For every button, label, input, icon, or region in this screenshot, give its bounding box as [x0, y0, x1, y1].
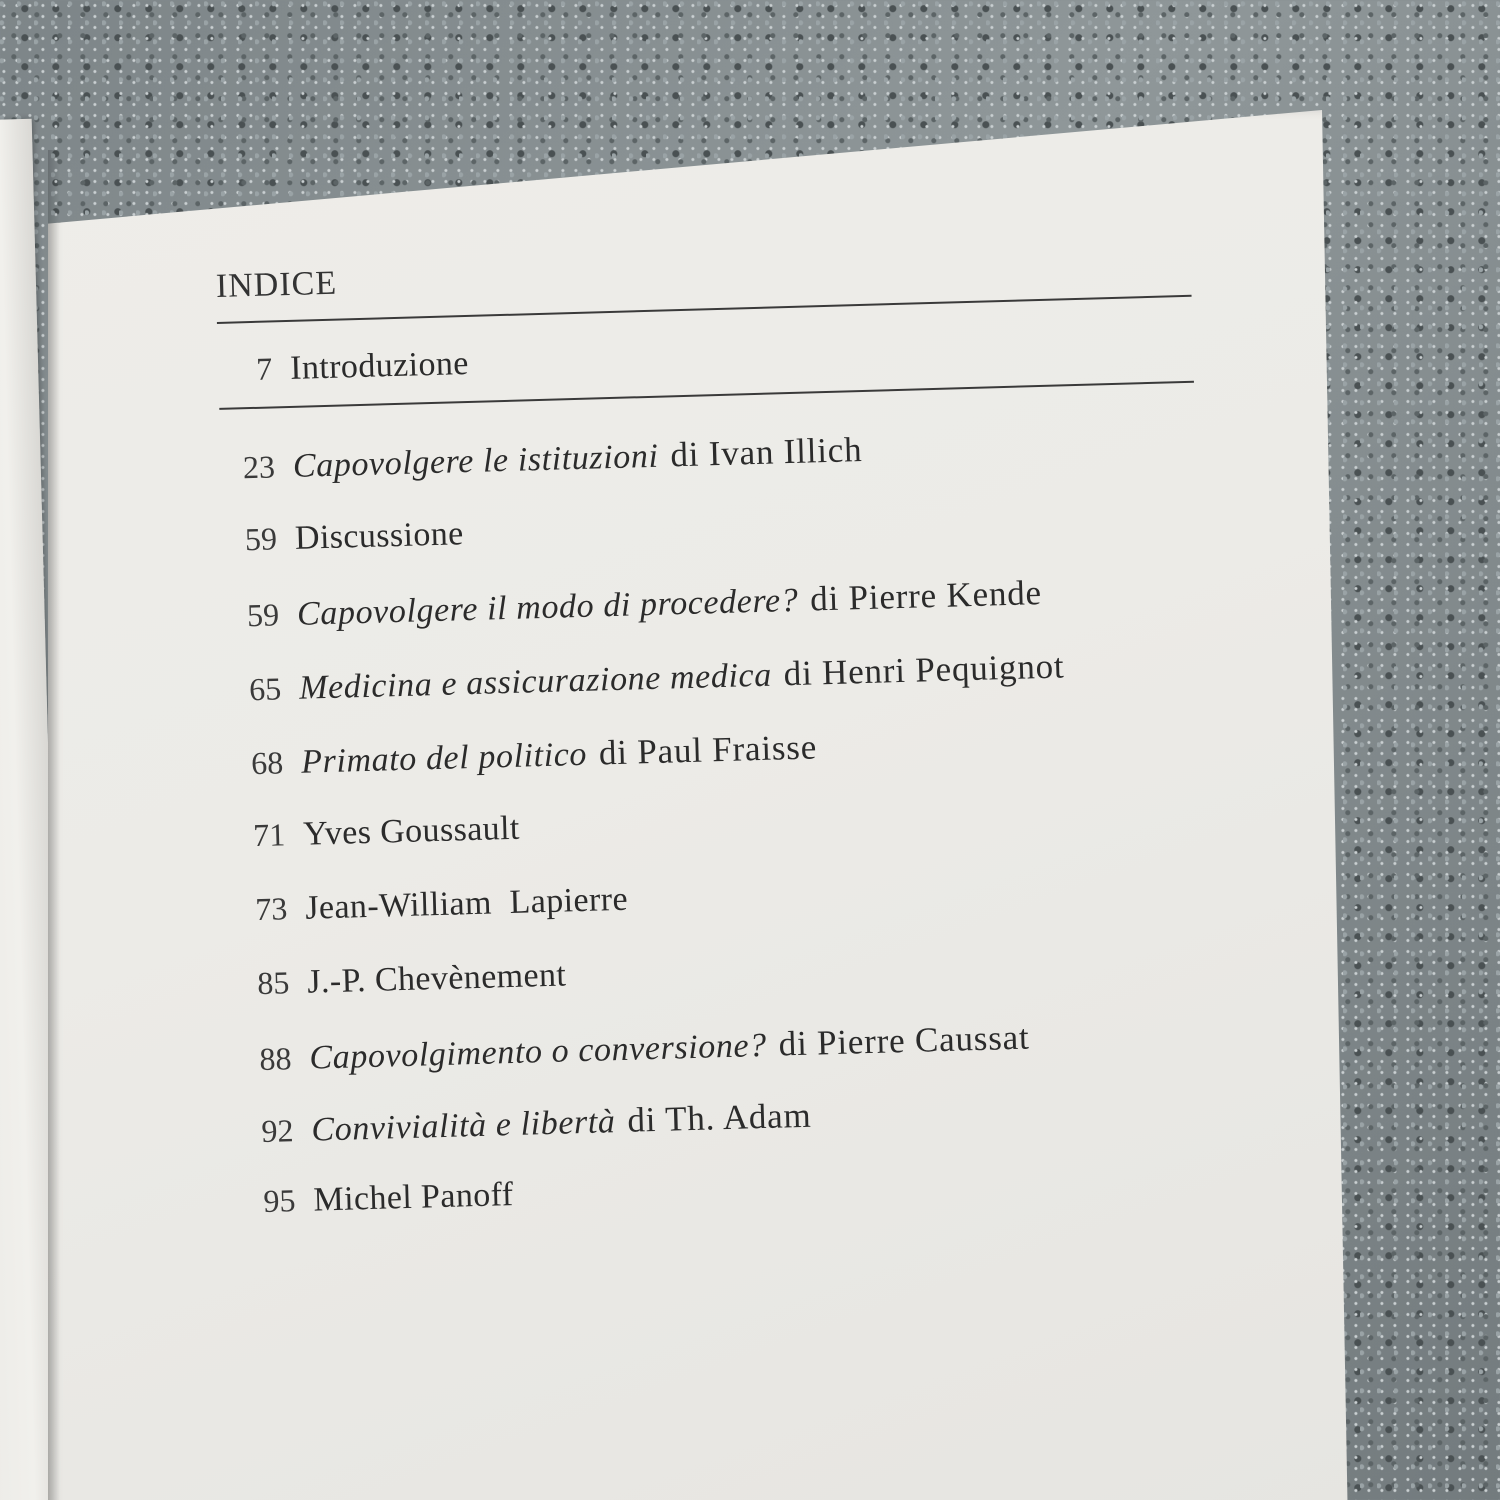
- page-number: 88: [258, 1040, 292, 1078]
- toc-entry: [206, 515, 464, 560]
- entry-label: Discussione: [294, 515, 465, 557]
- entry-title: Convivialità e libertà: [310, 1103, 616, 1149]
- entry-label: Michel Panoff: [312, 1176, 514, 1219]
- page-number: 85: [256, 964, 290, 1002]
- toc-entry: [213, 727, 818, 784]
- toc-entry: [204, 430, 863, 488]
- page-number: 68: [250, 744, 284, 782]
- page-number: 71: [252, 816, 286, 854]
- entry-title: Capovolgere il modo di procedere?: [296, 581, 799, 633]
- divider-rule: [217, 295, 1192, 324]
- toc-entry: [215, 810, 521, 856]
- toc-entry: [223, 1096, 812, 1152]
- page-number: 65: [248, 670, 282, 708]
- toc-entry: [219, 956, 567, 1004]
- entry-author: di Ivan Illich: [669, 429, 863, 475]
- entry-label: Yves Goussault: [302, 809, 521, 853]
- toc-entry: [221, 1018, 1030, 1081]
- page-number: 23: [242, 448, 276, 486]
- index-heading: INDICE: [215, 264, 338, 305]
- toc-entry-intro: [202, 345, 469, 390]
- entry-author: di Henri Pequignot: [783, 646, 1065, 694]
- entry-label: Jean-William Lapierre: [304, 880, 629, 927]
- toc-entry: [217, 881, 629, 930]
- entry-label: J.-P. Chevènement: [306, 956, 567, 1001]
- entry-author: di Th. Adam: [626, 1095, 812, 1140]
- page-number: 73: [254, 890, 288, 928]
- page-number: 95: [262, 1182, 296, 1219]
- toc-entry: [225, 1176, 514, 1222]
- toc-entry: [209, 573, 1043, 636]
- page-number: 92: [260, 1112, 294, 1150]
- page-number: 59: [246, 596, 280, 634]
- entry-author: di Pierre Caussat: [778, 1017, 1030, 1064]
- page-number: 7: [255, 350, 273, 387]
- entry-title: Primato del politico: [300, 735, 588, 781]
- entry-title: Capovolgere le istituzioni: [292, 437, 659, 485]
- page-number: 59: [244, 520, 278, 558]
- entry-author: di Paul Fraisse: [598, 727, 818, 773]
- entry-title: Capovolgimento o conversione?: [308, 1026, 768, 1077]
- toc-entry: [211, 646, 1065, 710]
- entry-author: di Pierre Kende: [809, 573, 1043, 619]
- entry-label: Introduzione: [289, 344, 470, 387]
- entry-title: Medicina e assicurazione medica: [298, 656, 773, 707]
